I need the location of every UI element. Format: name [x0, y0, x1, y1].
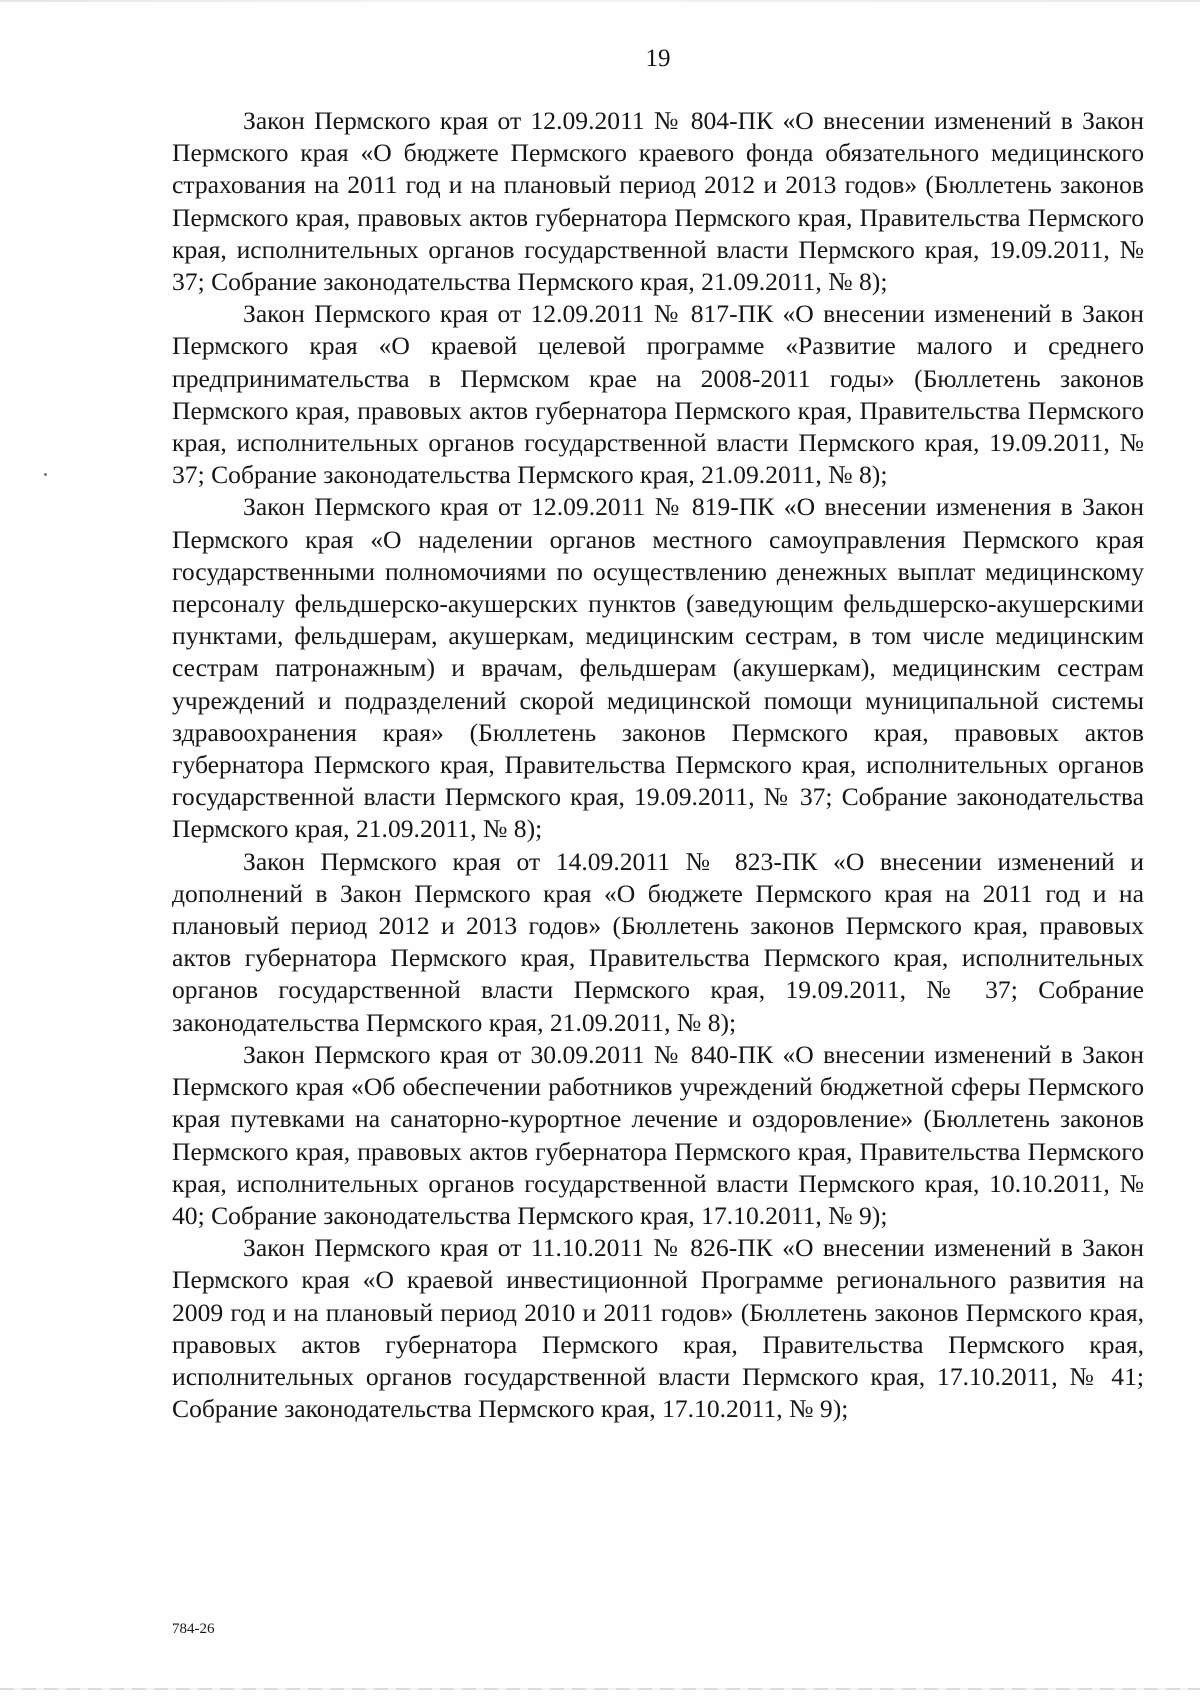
- document-body: [172, 105, 1144, 1425]
- law-reference-paragraph: Закон Пермского края от 14.09.2011 № 823-ПК «О внесении изменений и дополнений в Закон Пермского края «О бюджете Пермского края на 2011 год и на плановый период 2012 и 2013 годов» (Бюллетень законов Пермского края, правовых актов губернатора Пермского края, Правительства Пермского края, исполнительных органов государственной власти Пермского края, 19.09.2011, № 37; Собрание законодательства Пермского края, 21.09.2011, № 8);: [172, 846, 1144, 1037]
- law-reference-paragraph: Закон Пермского края от 12.09.2011 № 817-ПК «О внесении изменений в Закон Пермского края «О краевой целевой программе «Развитие малого и среднего предпринимательства в Пермском крае на 2008-2011 годы» (Бюллетень законов Пермского края, правовых актов губернатора Пермского края, Правительства Пермского края, исполнительных органов государственной власти Пермского края, 19.09.2011, № 37; Собрание законодательства Пермского края, 21.09.2011, № 8);: [172, 299, 1144, 490]
- law-reference-paragraph: Закон Пермского края от 30.09.2011 № 840-ПК «О внесении изменений в Закон Пермского края «Об обеспечении работников учреждений бюджетной сферы Пермского края путевками на санаторно-курортное лечение и оздоровление» (Бюллетень законов Пермского края, правовых актов губернатора Пермского края, Правительства Пермского края, исполнительных органов государственной власти Пермского края, 10.10.2011, № 40; Собрание законодательства Пермского края, 17.10.2011, № 9);: [172, 1039, 1144, 1230]
- law-reference-paragraph: Закон Пермского края от 12.09.2011 № 804-ПК «О внесении изменений в Закон Пермского края «О бюджете Пермского краевого фонда обязательного медицинского страхования на 2011 год и на плановый период 2012 и 2013 годов» (Бюллетень законов Пермского края, правовых актов губернатора Пермского края, Правительства Пермского края, исполнительных органов государственной власти Пермского края, 19.09.2011, № 37; Собрание законодательства Пермского края, 21.09.2011, № 8);: [172, 106, 1144, 297]
- scan-speck: [44, 473, 47, 476]
- document-code: 784-26: [172, 1621, 215, 1637]
- law-reference-paragraph: Закон Пермского края от 11.10.2011 № 826-ПК «О внесении изменений в Закон Пермского края «О краевой инвестиционной Программе регионального развития на 2009 год и на плановый период 2010 и 2011 годов» (Бюллетень законов Пермского края, правовых актов губернатора Пермского края, Правительства Пермского края, исполнительных органов государственной власти Пермского края, 17.10.2011, № 41; Собрание законодательства Пермского края, 17.10.2011, № 9);: [172, 1233, 1144, 1424]
- law-reference-paragraph: Закон Пермского края от 12.09.2011 № 819-ПК «О внесении изменения в Закон Пермского края «О наделении органов местного самоуправления Пермского края государственными полномочиями по осуществлению денежных выплат медицинскому персоналу фельдшерско-акушерских пунктов (заведующим фельдшерско-акушерскими пунктами, фельдшерам, акушеркам, медицинским сестрам, в том числе медицинским сестрам патронажным) и врачам, фельдшерам (акушеркам), медицинским сестрам учреждений и подразделений скорой медицинской помощи муниципальной системы здравоохранения края» (Бюллетень законов Пермского края, правовых актов губернатора Пермского края, Правительства Пермского края, исполнительных органов государственной власти Пермского края, 19.09.2011, № 37; Собрание законодательства Пермского края, 21.09.2011, № 8);: [172, 492, 1144, 844]
- scan-edge-top: [0, 0, 1200, 2]
- page-number: 19: [645, 45, 671, 72]
- scan-edge-bottom: [0, 1688, 1200, 1690]
